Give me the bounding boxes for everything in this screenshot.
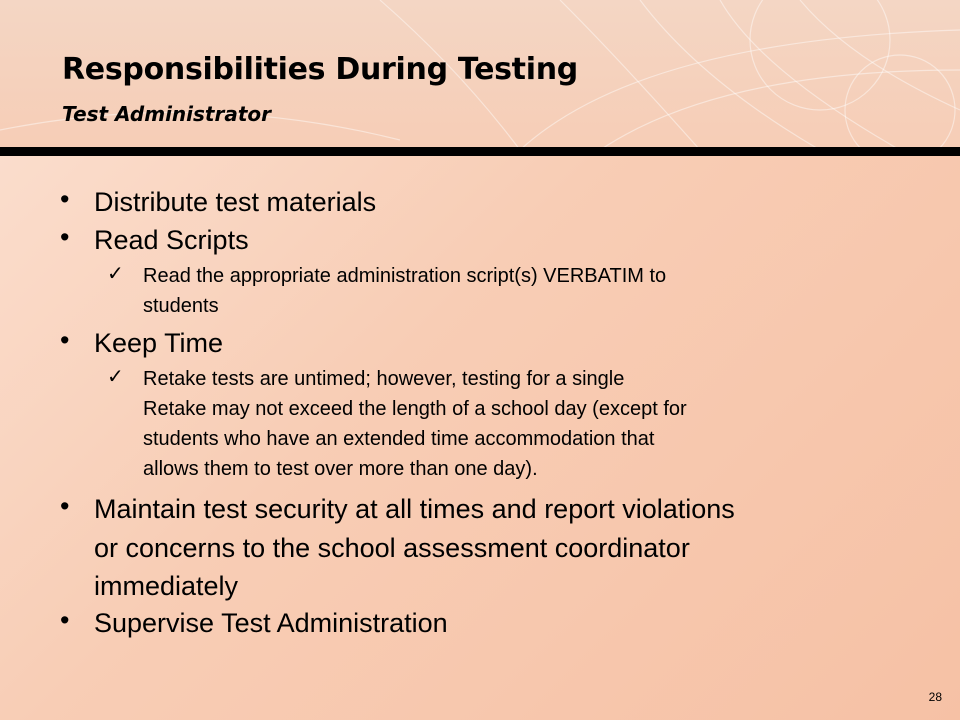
sub-bullet-text: Retake may not exceed the length of a school day (except for — [143, 398, 687, 420]
bullet-text: or concerns to the school assessment coordinator — [94, 533, 690, 563]
bullet-text: Read Scripts — [94, 225, 249, 255]
bullet-text: Distribute test materials — [94, 187, 377, 217]
bullet-marker: • — [60, 325, 70, 355]
bullet-text: Keep Time — [94, 328, 224, 358]
check-icon: ✓ — [107, 364, 124, 388]
sub-bullet-text: allows them to test over more than one day). — [143, 458, 538, 480]
slide-title: Responsibilities During Testing — [62, 52, 578, 87]
check-icon: ✓ — [107, 261, 124, 285]
bullet-text: Maintain test security at all times and report violations — [94, 494, 735, 524]
bullet-text: immediately — [94, 571, 239, 601]
bullet-marker: • — [60, 184, 70, 214]
sub-bullet-text: students — [143, 295, 219, 317]
bullet-marker: • — [60, 222, 70, 252]
page-number: 28 — [928, 690, 942, 704]
sub-bullet-text: students who have an extended time accommodation that — [143, 428, 655, 450]
slide-subtitle: Test Administrator — [62, 102, 272, 126]
sub-bullet-text: Retake tests are untimed; however, testing for a single — [143, 368, 625, 390]
bullet-text: Supervise Test Administration — [94, 608, 448, 638]
bullet-marker: • — [60, 491, 70, 521]
bullet-marker: • — [60, 605, 70, 635]
sub-bullet-text: Read the appropriate administration script(s) VERBATIM to — [143, 265, 667, 287]
